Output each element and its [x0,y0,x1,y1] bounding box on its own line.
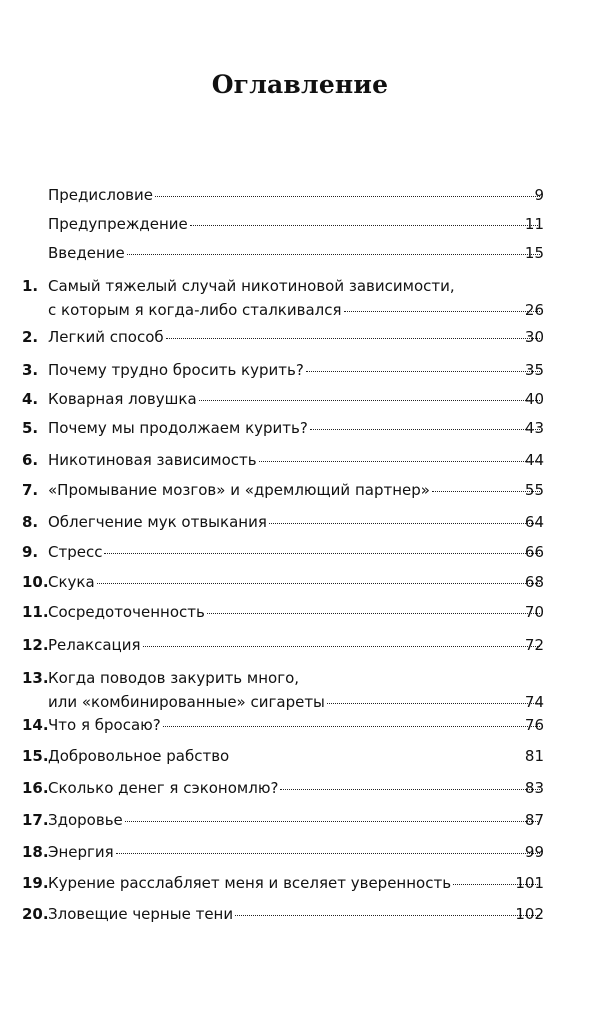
toc-entry-number: 19. [22,874,49,892]
toc-entry-title: Стресс [48,543,103,561]
toc-entry-number: 5. [22,419,39,437]
toc-leader-dots [259,461,540,462]
toc-entry-number: 9. [22,543,39,561]
toc-entry-title: Скука [48,573,95,591]
toc-entry-title: Курение расслабляет меня и вселяет уверенность [48,874,452,892]
toc-entry-number: 12. [22,636,49,654]
toc-entry-title: Зловещие черные тени [48,905,234,923]
toc-entry-title: Сосредоточенность [48,603,205,621]
toc-page-number: 15 [524,244,544,262]
toc-entry-number: 13. [22,669,49,687]
toc-page-number: 30 [524,328,544,346]
toc-page-number: 99 [524,843,544,861]
toc-page-number: 68 [524,573,544,591]
toc-entry-title: Добровольное рабство [48,747,230,765]
toc-leader-dots [235,915,540,916]
toc-leader-dots [155,196,540,197]
toc-page-number: 101 [515,874,544,892]
toc-leader-dots [199,400,540,401]
toc-entry-title: Самый тяжелый случай никотиновой зависимости, [48,277,455,295]
toc-leader-dots [163,726,540,727]
toc-page-number: 87 [524,811,544,829]
toc-page-number: 9 [534,186,544,204]
toc-entry-number: 7. [22,481,39,499]
toc-page-number: 81 [524,747,544,765]
toc-leader-dots [116,853,540,854]
toc-entry-number: 20. [22,905,49,923]
toc-entry-number: 3. [22,361,39,379]
toc-entry-number: 6. [22,451,39,469]
toc-entry-title: Облегчение мук отвыкания [48,513,267,531]
toc-leader-dots [127,254,540,255]
toc-leader-dots [190,225,540,226]
toc-entry-title: Легкий способ [48,328,164,346]
toc-page-number: 44 [524,451,544,469]
toc-entry-number: 11. [22,603,49,621]
toc-leader-dots [125,821,540,822]
toc-entry-number: 2. [22,328,39,346]
toc-leader-dots [166,338,540,339]
toc-leader-dots [207,613,540,614]
toc-entry-number: 14. [22,716,49,734]
toc-page-number: 64 [524,513,544,531]
toc-page-number: 55 [524,481,544,499]
toc-entry-title: или «комбинированные» сигареты [48,693,325,711]
toc-entry-number: 16. [22,779,49,797]
toc-entry-number: 1. [22,277,39,295]
toc-entry-title: Коварная ловушка [48,390,197,408]
toc-entry-title: «Промывание мозгов» и «дремлющий партнер» [48,481,430,499]
toc-entry-title: Энергия [48,843,114,861]
toc-entry-title: Релаксация [48,636,141,654]
page-title: Оглавление [211,70,389,99]
toc-entry-title: Введение [48,244,125,262]
toc-leader-dots [280,789,540,790]
toc-page-number: 66 [524,543,544,561]
toc-page-number: 102 [515,905,544,923]
toc-entry-number: 10. [22,573,49,591]
toc-entry-number: 8. [22,513,39,531]
toc-leader-dots [104,553,540,554]
toc-leader-dots [97,583,540,584]
toc-page-number: 35 [524,361,544,379]
toc-entry-title: Предупреждение [48,215,188,233]
toc-leader-dots [269,523,540,524]
toc-entry-title: Почему трудно бросить курить? [48,361,304,379]
toc-entry-number: 4. [22,390,39,408]
toc-entry-number: 18. [22,843,49,861]
toc-entry-title: с которым я когда-либо сталкивался [48,301,342,319]
toc-entry-title: Сколько денег я сэкономлю? [48,779,279,797]
toc-entry-title: Когда поводов закурить много, [48,669,300,687]
toc-page-number: 76 [524,716,544,734]
toc-page-number: 72 [524,636,544,654]
toc-page-number: 70 [524,603,544,621]
toc-entry-number: 15. [22,747,49,765]
toc-entry-title: Почему мы продолжаем курить? [48,419,308,437]
toc-page-number: 74 [524,693,544,711]
toc-page-number: 43 [524,419,544,437]
toc-page-number: 40 [524,390,544,408]
toc-entry-title: Никотиновая зависимость [48,451,257,469]
toc-page-number: 83 [524,779,544,797]
toc-entry-number: 17. [22,811,49,829]
toc-page-number: 26 [524,301,544,319]
toc-leader-dots [143,646,540,647]
toc-page-number: 11 [524,215,544,233]
toc-entry-title: Предисловие [48,186,153,204]
toc-entry-title: Что я бросаю? [48,716,161,734]
toc-entry-title: Здоровье [48,811,123,829]
